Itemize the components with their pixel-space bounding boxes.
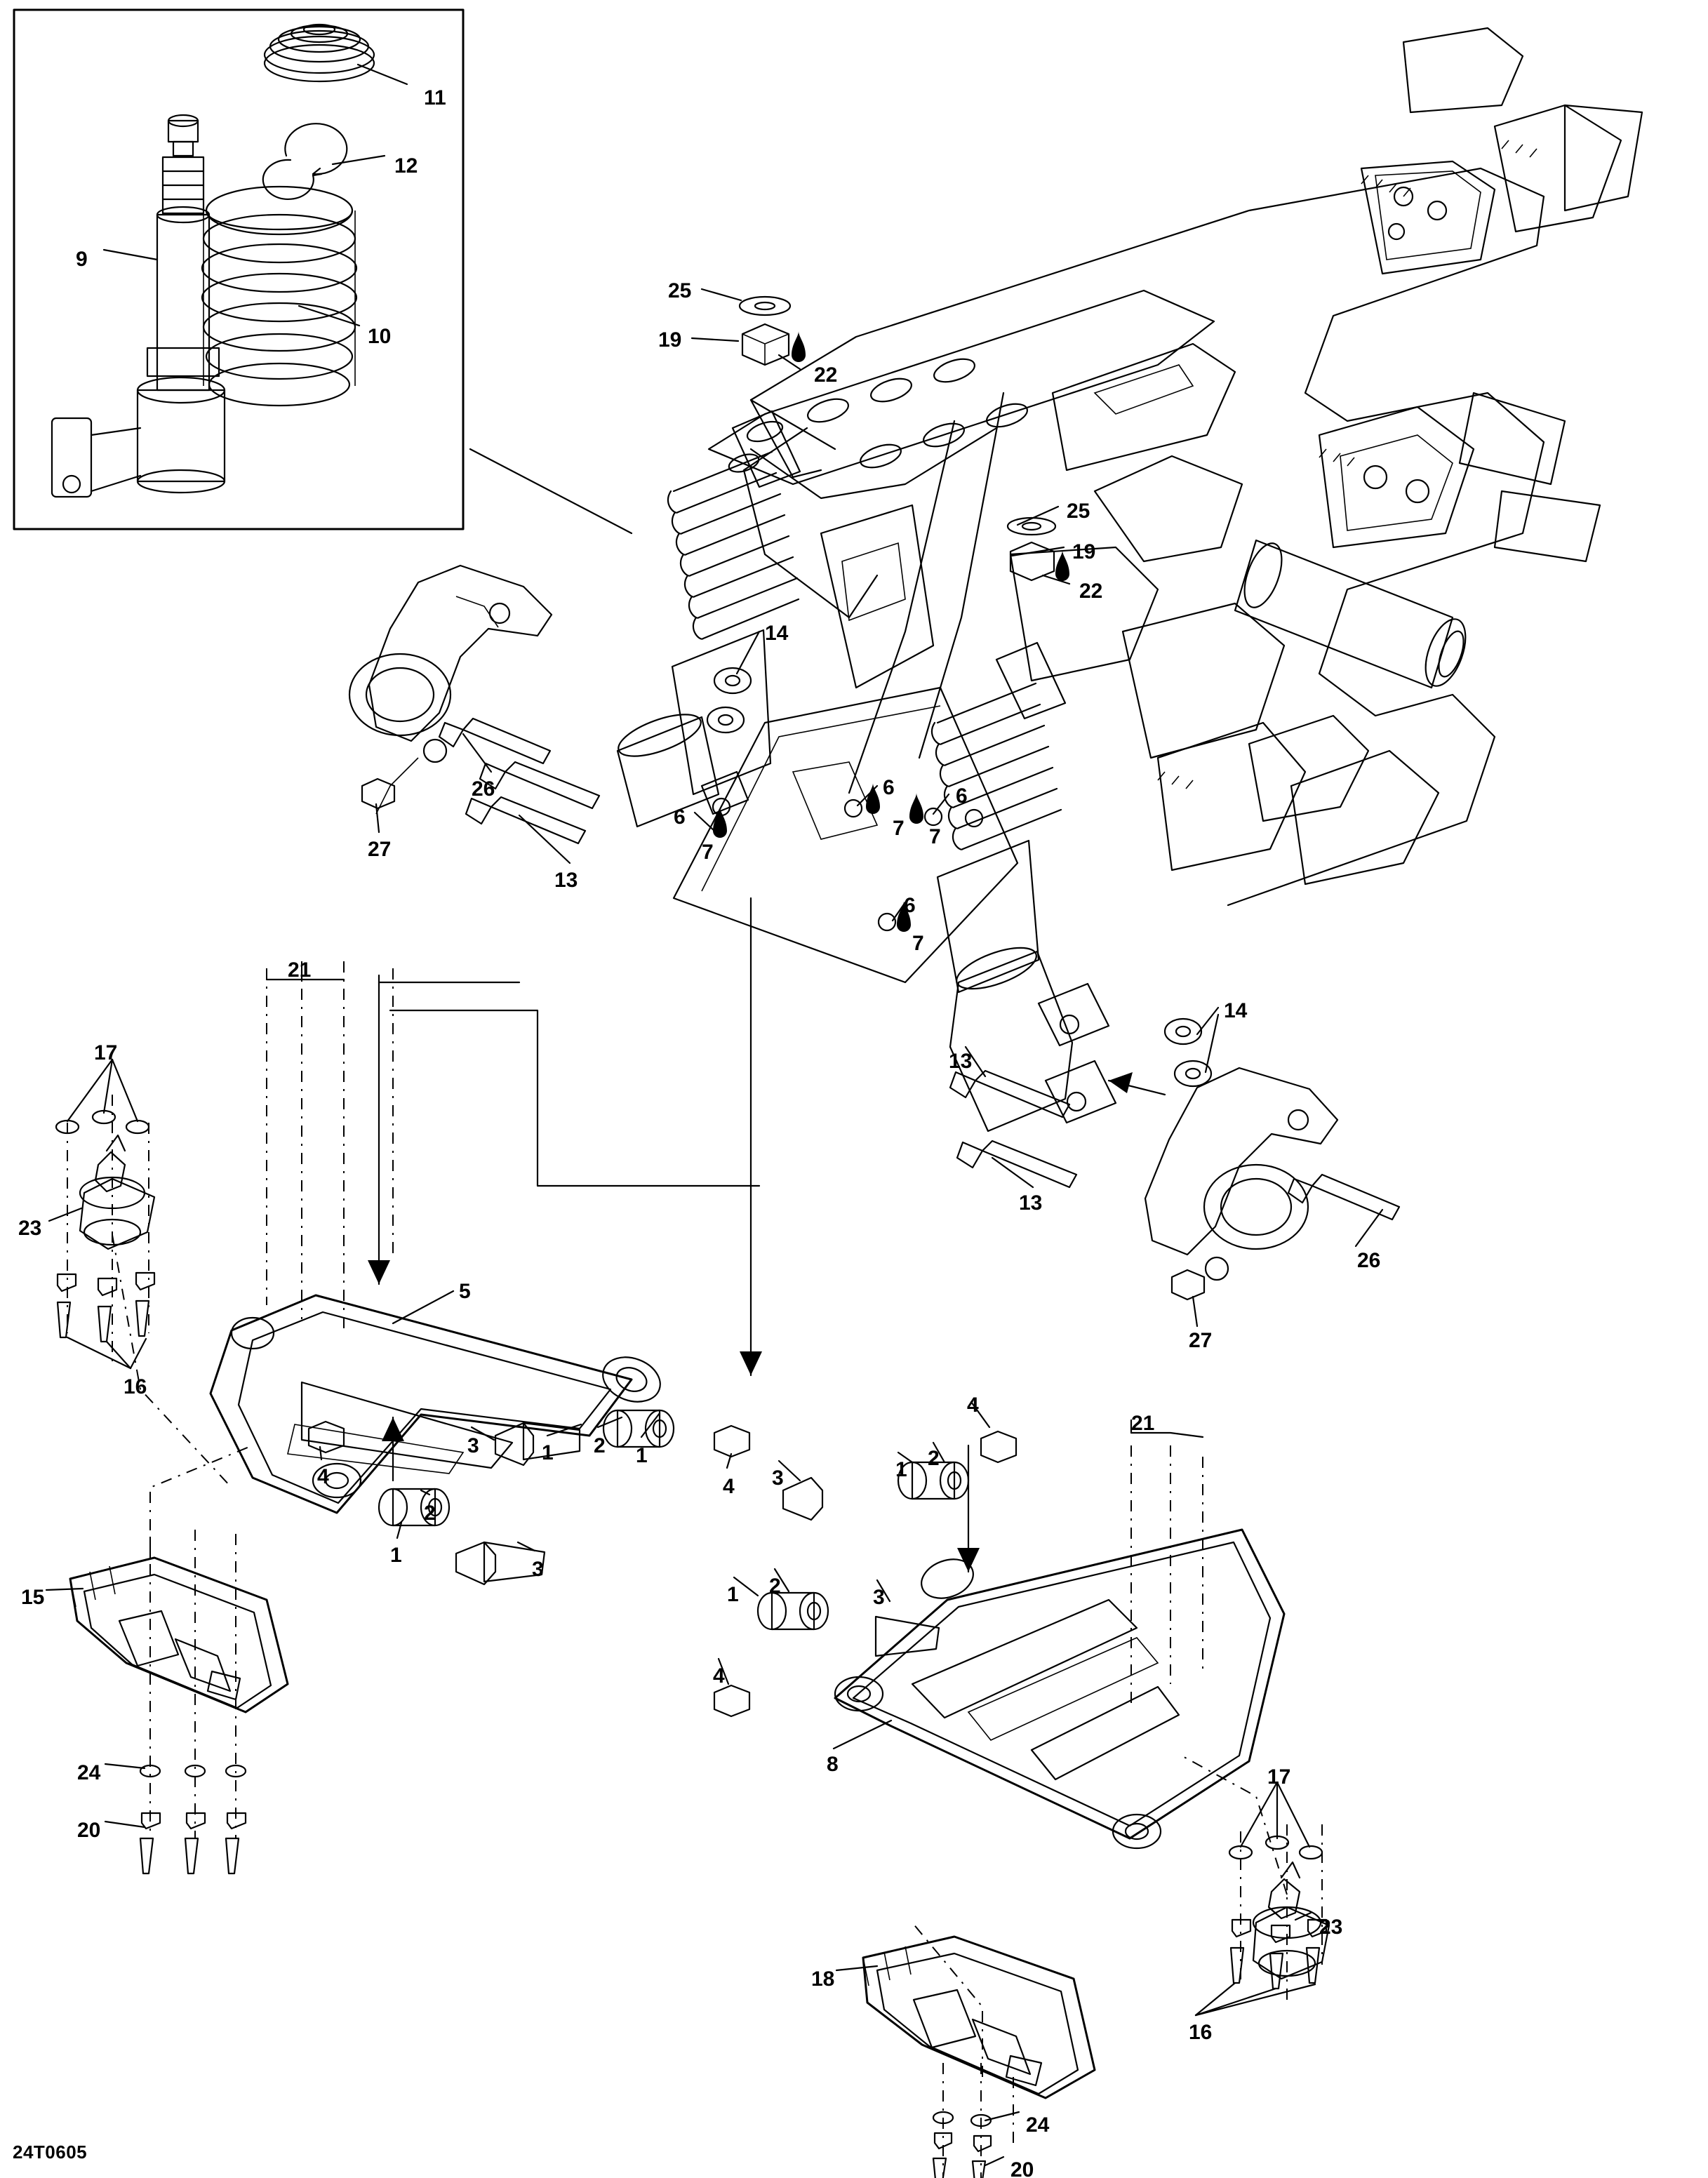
- stair-connector: [390, 1010, 759, 1186]
- right-a-arm: [835, 1530, 1284, 1848]
- callout-14-b: 14: [1224, 999, 1248, 1022]
- callout-21-b: 21: [1131, 1412, 1155, 1435]
- left-skid-plate: [70, 1558, 288, 1873]
- callout-2-c: 2: [928, 1447, 940, 1470]
- callout-4-c: 4: [967, 1394, 979, 1417]
- callout-6-c: 6: [674, 806, 686, 829]
- callout-17-b: 17: [1267, 1765, 1291, 1789]
- left-a-arm: [211, 1295, 667, 1513]
- callout-19-b: 19: [1072, 540, 1096, 563]
- callout-21-a: 21: [288, 958, 312, 982]
- drawing-number: 24T0605: [13, 2142, 88, 2163]
- callout-23-b: 23: [1319, 1916, 1343, 1939]
- callout-10: 10: [368, 325, 392, 348]
- front-left-shock: [613, 297, 813, 827]
- assembly-axes-diagonal: [112, 1235, 1287, 2077]
- callout-3-c: 3: [772, 1467, 784, 1490]
- callout-20-a: 20: [77, 1819, 101, 1842]
- callout-25-a: 25: [668, 279, 692, 302]
- callout-26-b: 26: [1357, 1249, 1381, 1272]
- callout-8: 8: [827, 1753, 839, 1776]
- left-ball-joint: [56, 1111, 154, 1342]
- callout-leaders: [46, 289, 1382, 2165]
- callout-1-c: 1: [390, 1544, 402, 1567]
- callout-7-d: 7: [912, 932, 924, 955]
- part-10-coil-spring: [202, 187, 356, 406]
- callout-13-c: 13: [1019, 1191, 1043, 1215]
- callout-26-a: 26: [472, 777, 495, 801]
- callout-5: 5: [459, 1280, 471, 1303]
- callout-27-b: 27: [1189, 1329, 1213, 1352]
- callout-25-b: 25: [1067, 500, 1090, 523]
- axle-tube: [1235, 538, 1474, 691]
- callout-16-b: 16: [1189, 2021, 1213, 2044]
- callout-7-a: 7: [893, 817, 905, 840]
- callout-3-b: 3: [532, 1558, 544, 1581]
- callout-16-a: 16: [124, 1375, 147, 1398]
- part-9-shock-absorber: [52, 115, 225, 497]
- callout-11: 11: [424, 86, 446, 109]
- callout-22-b: 22: [1079, 580, 1103, 603]
- callout-9: 9: [76, 248, 88, 271]
- vehicle-frame: [674, 28, 1642, 982]
- callout-20-b: 20: [1010, 2158, 1034, 2178]
- callout-4-b: 4: [317, 1465, 329, 1488]
- assembly-axes: [67, 958, 1322, 2178]
- part-11-cap: [265, 25, 374, 81]
- callout-3-a: 3: [467, 1434, 479, 1457]
- callout-1-d: 1: [895, 1458, 907, 1481]
- callout-19-a: 19: [658, 328, 682, 352]
- callout-6-a: 6: [883, 776, 895, 799]
- frame-fasteners: [713, 799, 982, 930]
- callout-6-d: 6: [904, 894, 916, 917]
- callout-2-d: 2: [769, 1575, 781, 1598]
- callout-1-b: 1: [636, 1444, 648, 1467]
- right-ball-joint: [1229, 1836, 1329, 1989]
- callout-7-b: 7: [929, 825, 941, 848]
- callout-2-b: 2: [424, 1502, 436, 1525]
- callout-4-a: 4: [723, 1475, 735, 1498]
- assembly-arrows: [368, 898, 1165, 1572]
- left-a-arm-hardware: [309, 1410, 749, 1584]
- callout-14-a: 14: [765, 622, 789, 645]
- callout-2-a: 2: [594, 1434, 606, 1457]
- callout-1-e: 1: [727, 1583, 739, 1606]
- callout-7-c: 7: [702, 841, 714, 864]
- left-shock-hardware: [466, 668, 751, 843]
- callout-1-a: 1: [542, 1441, 554, 1464]
- callout-24-b: 24: [1026, 2113, 1050, 2137]
- callout-23-a: 23: [18, 1217, 42, 1240]
- callout-6-b: 6: [956, 784, 968, 808]
- callout-13-b: 13: [949, 1050, 973, 1073]
- left-steering-knuckle: [349, 566, 552, 814]
- callout-15: 15: [21, 1586, 45, 1609]
- right-skid-plate: [863, 1937, 1095, 2178]
- callout-13-a: 13: [554, 869, 578, 892]
- frame-perforated-beam: [709, 290, 1214, 484]
- callout-17-a: 17: [94, 1041, 118, 1064]
- right-a-arm-hardware: [714, 1431, 1016, 1716]
- callout-3-d: 3: [873, 1586, 885, 1609]
- callout-4-d: 4: [713, 1664, 725, 1688]
- callout-27-a: 27: [368, 838, 392, 861]
- callout-12: 12: [394, 154, 418, 178]
- callout-22-a: 22: [814, 363, 838, 387]
- callout-24-a: 24: [77, 1761, 101, 1784]
- callout-18: 18: [811, 1967, 835, 1991]
